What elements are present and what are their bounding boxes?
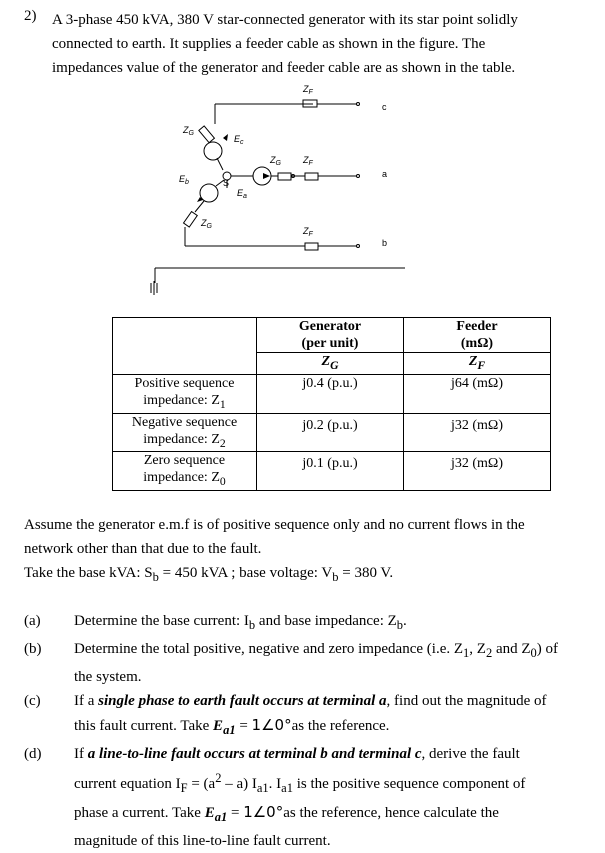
row-label: Negative sequence impedance: $Z_2$ bbox=[113, 413, 257, 452]
assumption-line-3: Take the base kVA: $S_b = 450$ kVA ; base voltage: $V_b = 380$ V. bbox=[24, 565, 394, 584]
terminal-c-label: c bbox=[382, 102, 387, 112]
header-empty bbox=[113, 318, 257, 375]
table-row bbox=[113, 374, 551, 413]
row-label: Zero sequence impedance: $Z_0$ bbox=[113, 452, 257, 491]
part-d-line-3: phase a current. Take $E_{a1}$ = 1∠0°as the reference, hence calculate the bbox=[74, 803, 499, 824]
part-b-label: (b) bbox=[24, 641, 42, 657]
assumption-line-2: network other than that due to the fault. bbox=[24, 541, 262, 557]
feeder-value: j32 (mΩ) bbox=[404, 413, 551, 452]
zf-label-top: $Z_F$ bbox=[303, 84, 313, 96]
zf-impedance-b bbox=[305, 243, 318, 250]
part-d-label: (d) bbox=[24, 746, 42, 762]
wire bbox=[195, 201, 204, 212]
header-generator: Generator (per unit) $Z_G$ bbox=[257, 318, 404, 375]
zg-label-b: $Z_G$ bbox=[201, 218, 212, 230]
ec-arrow bbox=[223, 134, 228, 141]
part-c-line-1: If a single phase to earth fault occurs at terminal a, find out the magnitude of bbox=[74, 693, 547, 709]
zg-impedance-c bbox=[199, 126, 215, 143]
gen-value: j0.2 (p.u.) bbox=[257, 413, 404, 452]
question-number: 2) bbox=[24, 8, 37, 24]
terminal-b-label: b bbox=[382, 238, 388, 248]
question-parts bbox=[24, 609, 594, 853]
part-b-line-1: Determine the total positive, negative and zero impedance (i.e. $Z_1$, $Z_2$ and $Z_0$) of bbox=[74, 641, 559, 660]
terminal-b-dot bbox=[357, 245, 360, 248]
ea-arrow bbox=[263, 173, 270, 179]
row-label: Positive sequence impedance: $Z_1$ bbox=[113, 374, 257, 413]
table-row bbox=[113, 452, 551, 491]
terminal-a-label: a bbox=[382, 169, 388, 179]
impedance-table bbox=[112, 317, 551, 491]
intro-line-2: connected to earth. It supplies a feeder cable as shown in the figure. The bbox=[52, 36, 486, 52]
part-c-line-2: this fault current. Take $E_{a1}$ = 1∠0°as the reference. bbox=[74, 716, 390, 737]
zg-impedance-b bbox=[184, 212, 198, 227]
gen-value: j0.1 (p.u.) bbox=[257, 452, 404, 491]
feeder-value: j64 (mΩ) bbox=[404, 374, 551, 413]
source-ec bbox=[204, 142, 222, 160]
eb-arrow bbox=[197, 197, 203, 202]
zf-label-b: $Z_F$ bbox=[303, 226, 313, 238]
intro-line-3: impedances value of the generator and feeder cable are as shown in the table. bbox=[52, 60, 516, 76]
zg-impedance-a bbox=[278, 173, 291, 180]
part-a-text: Determine the base current: $I_b$ and base impedance: $Z_b$. bbox=[74, 613, 407, 632]
assumption-line-1: Assume the generator e.m.f is of positive sequence only and no current flows in the bbox=[24, 517, 525, 533]
terminal-c-dot bbox=[357, 103, 360, 106]
star-label: S bbox=[223, 178, 230, 188]
question-intro bbox=[52, 8, 592, 80]
table-header-row bbox=[113, 318, 551, 375]
part-d-line-2: current equation $I_F = (a^2 - a)$ $I_{a1}$. $I_{a1}$ is the positive sequence component of bbox=[74, 771, 526, 795]
zg-label-a: $Z_G$ bbox=[270, 155, 281, 167]
part-d bbox=[24, 742, 594, 853]
zf-label-a: $Z_F$ bbox=[303, 155, 313, 167]
zf-impedance-a bbox=[305, 173, 318, 180]
part-c bbox=[24, 689, 594, 742]
circuit-diagram bbox=[145, 78, 415, 300]
header-feeder: Feeder (mΩ) $Z_F$ bbox=[404, 318, 551, 375]
intro-line-1: A 3-phase 450 kVA, 380 V star-connected generator with its star point solidly bbox=[52, 12, 518, 28]
part-d-line-1: If a line-to-line fault occurs at terminal b and terminal c, derive the fault bbox=[74, 746, 520, 762]
zg-label-c: $Z_G$ bbox=[183, 125, 194, 137]
ec-label: $E_c$ bbox=[234, 134, 244, 146]
terminal-a-dot bbox=[357, 175, 360, 178]
part-a-label: (a) bbox=[24, 613, 41, 629]
gen-value: j0.4 (p.u.) bbox=[257, 374, 404, 413]
table-row bbox=[113, 413, 551, 452]
eb-label: $E_b$ bbox=[179, 174, 189, 186]
part-d-line-4: magnitude of this line-to-line fault current. bbox=[74, 833, 331, 849]
part-a bbox=[24, 609, 594, 637]
wire bbox=[217, 158, 223, 170]
source-eb bbox=[200, 184, 218, 202]
feeder-value: j32 (mΩ) bbox=[404, 452, 551, 491]
part-c-label: (c) bbox=[24, 693, 41, 709]
assumptions bbox=[24, 513, 594, 589]
ea-label: $E_a$ bbox=[237, 188, 247, 200]
part-b-line-2: the system. bbox=[74, 669, 142, 685]
part-b bbox=[24, 637, 594, 689]
